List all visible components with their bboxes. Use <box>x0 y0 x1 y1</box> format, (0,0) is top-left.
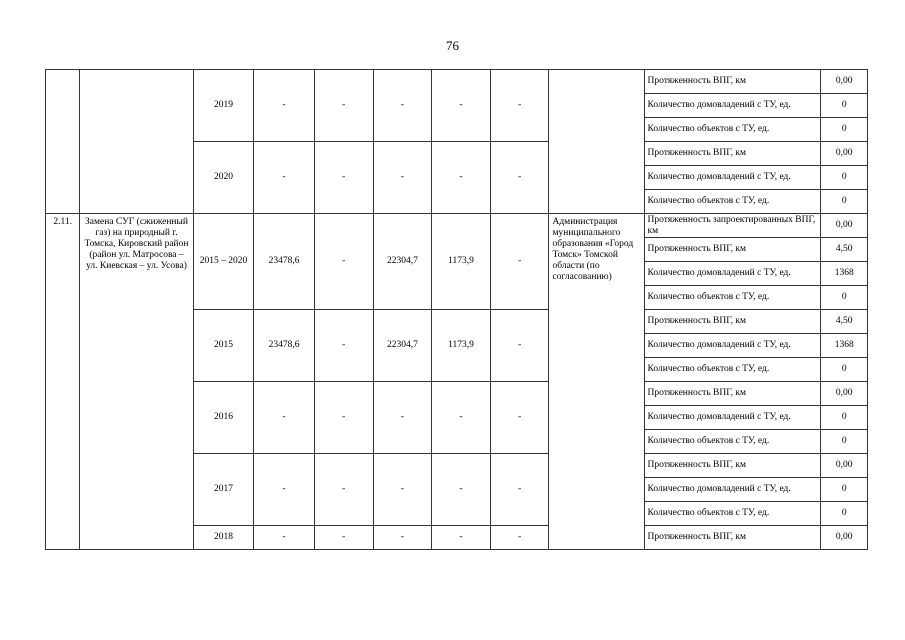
year-cell: 2015 <box>193 310 254 382</box>
indicator-value-cell: 0,00 <box>821 526 868 550</box>
indicator-value-cell: 0 <box>821 94 868 118</box>
indicator-name-cell: Количество домовладений с ТУ, ед. <box>644 94 821 118</box>
local-cell: - <box>432 454 491 526</box>
indicator-value-cell: 0 <box>821 430 868 454</box>
extrabudget-cell: - <box>490 214 549 310</box>
page-number: 76 <box>446 38 459 53</box>
extrabudget-cell: - <box>490 454 549 526</box>
federal-cell: - <box>314 526 373 550</box>
total-cell: 23478,6 <box>254 310 315 382</box>
extrabudget-cell: - <box>490 526 549 550</box>
indicator-name-cell: Протяженность ВПГ, км <box>644 382 821 406</box>
federal-cell: - <box>314 142 373 214</box>
indicator-value-cell: 4,50 <box>821 310 868 334</box>
federal-cell: - <box>314 310 373 382</box>
year-cell: 2019 <box>193 70 254 142</box>
indicator-value-cell: 1368 <box>821 262 868 286</box>
federal-cell: - <box>314 382 373 454</box>
extrabudget-cell: - <box>490 70 549 142</box>
local-cell: - <box>432 382 491 454</box>
indicator-name-cell: Количество объектов с ТУ, ед. <box>644 502 821 526</box>
extrabudget-cell: - <box>490 142 549 214</box>
extrabudget-cell: - <box>490 382 549 454</box>
table-row <box>46 214 868 238</box>
federal-cell: - <box>314 214 373 310</box>
item-number-cell: 2.11. <box>46 214 80 550</box>
regional-cell: - <box>373 142 432 214</box>
regional-cell: - <box>373 382 432 454</box>
local-cell: - <box>432 526 491 550</box>
indicator-value-cell: 0,00 <box>821 454 868 478</box>
year-cell: 2017 <box>193 454 254 526</box>
total-cell: 23478,6 <box>254 214 315 310</box>
indicator-name-cell: Протяженность ВПГ, км <box>644 70 821 94</box>
total-cell: - <box>254 454 315 526</box>
indicator-value-cell: 0 <box>821 190 868 214</box>
indicator-value-cell: 1368 <box>821 334 868 358</box>
indicator-value-cell: 0,00 <box>821 214 868 238</box>
indicator-name-cell: Количество объектов с ТУ, ед. <box>644 358 821 382</box>
indicator-value-cell: 0 <box>821 358 868 382</box>
indicator-value-cell: 0 <box>821 118 868 142</box>
indicator-value-cell: 0 <box>821 166 868 190</box>
indicator-name-cell: Протяженность ВПГ, км <box>644 310 821 334</box>
indicator-name-cell: Количество домовладений с ТУ, ед. <box>644 478 821 502</box>
indicator-name-cell: Количество домовладений с ТУ, ед. <box>644 166 821 190</box>
program-table <box>45 69 868 550</box>
indicator-value-cell: 4,50 <box>821 238 868 262</box>
indicator-name-cell: Количество объектов с ТУ, ед. <box>644 430 821 454</box>
indicator-name-cell: Протяженность ВПГ, км <box>644 526 821 550</box>
indicator-name-cell: Протяженность ВПГ, км <box>644 238 821 262</box>
total-cell: - <box>254 70 315 142</box>
executor-cell <box>549 70 644 214</box>
year-cell: 2015 – 2020 <box>193 214 254 310</box>
total-cell: - <box>254 382 315 454</box>
indicator-name-cell: Количество объектов с ТУ, ед. <box>644 286 821 310</box>
local-cell: 1173,9 <box>432 310 491 382</box>
year-cell: 2018 <box>193 526 254 550</box>
indicator-name-cell: Протяженность ВПГ, км <box>644 142 821 166</box>
item-name-cell: Замена СУГ (сжиженный газ) на природный г. Томска, Кировский район (район ул. Матросова – ул. Киевская – ул. Усова) <box>80 214 193 550</box>
indicator-value-cell: 0 <box>821 502 868 526</box>
regional-cell: 22304,7 <box>373 310 432 382</box>
indicator-name-cell: Количество домовладений с ТУ, ед. <box>644 334 821 358</box>
indicator-name-cell: Количество домовладений с ТУ, ед. <box>644 262 821 286</box>
indicator-value-cell: 0 <box>821 478 868 502</box>
indicator-name-cell: Протяженность ВПГ, км <box>644 454 821 478</box>
indicator-name-cell: Протяженность запроектированных ВПГ, км <box>644 214 821 238</box>
indicator-name-cell: Количество объектов с ТУ, ед. <box>644 118 821 142</box>
regional-cell: - <box>373 454 432 526</box>
table-body <box>46 70 868 550</box>
item-name-cell <box>80 70 193 214</box>
local-cell: - <box>432 70 491 142</box>
year-cell: 2020 <box>193 142 254 214</box>
federal-cell: - <box>314 70 373 142</box>
executor-cell: Администрация муниципального образования «Город Томск» Томской области (по согласованию) <box>549 214 644 550</box>
year-cell: 2016 <box>193 382 254 454</box>
local-cell: 1173,9 <box>432 214 491 310</box>
extrabudget-cell: - <box>490 310 549 382</box>
indicator-value-cell: 0 <box>821 406 868 430</box>
indicator-value-cell: 0,00 <box>821 70 868 94</box>
indicator-name-cell: Количество домовладений с ТУ, ед. <box>644 406 821 430</box>
regional-cell: - <box>373 70 432 142</box>
indicator-value-cell: 0,00 <box>821 382 868 406</box>
regional-cell: 22304,7 <box>373 214 432 310</box>
regional-cell: - <box>373 526 432 550</box>
local-cell: - <box>432 142 491 214</box>
indicator-value-cell: 0,00 <box>821 142 868 166</box>
indicator-name-cell: Количество объектов с ТУ, ед. <box>644 190 821 214</box>
table-row <box>46 70 868 94</box>
total-cell: - <box>254 142 315 214</box>
federal-cell: - <box>314 454 373 526</box>
indicator-value-cell: 0 <box>821 286 868 310</box>
total-cell: - <box>254 526 315 550</box>
item-number-cell <box>46 70 80 214</box>
